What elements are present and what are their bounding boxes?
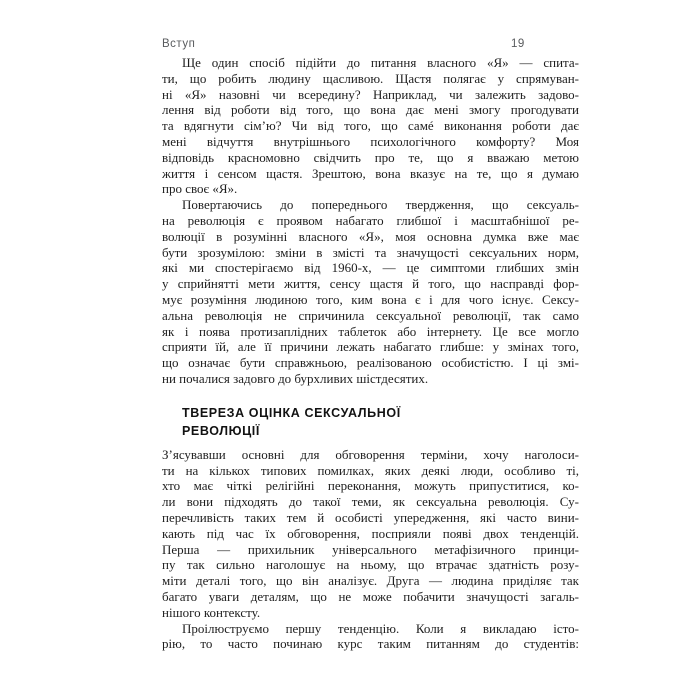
text-line: лення від роботи від того, що вона дає мені змогу прогодувати [162, 102, 579, 118]
text-line: мені відчуття внутрішнього психологічного комфорту? Моя [162, 133, 579, 149]
section-heading-line: РЕВОЛЮЦІЇ [182, 423, 260, 438]
text-line: та вдягнути сім’ю? Чи від того, що самé виконання роботи дає [162, 118, 579, 134]
text-line: як і поява протизаплідних таблеток або інтернету. Це все могло [162, 323, 579, 339]
text-line: про своє «Я». [162, 181, 238, 197]
paragraph [162, 447, 579, 621]
section-heading-line: ТВЕРЕЗА ОЦІНКА СЕКСУАЛЬНОЇ [182, 405, 401, 420]
text-line: багато уваги деталям, що не може побачити значущості загаль- [162, 588, 579, 604]
text-line: міти деталі того, що він аналізує. Друга — людина приділяє так [162, 573, 579, 589]
text-line: З’ясувавши основні для обговорення терміни, хочу наголоси- [162, 446, 579, 462]
text-line: перечливість таких тем й особисті упередження, які часто вини- [162, 509, 579, 525]
text-line: Ще один спосіб підійти до питання власного «Я» — спита- [182, 55, 579, 70]
text-line: ти, що робить людину щасливою. Щастя полягає у спрямуван- [162, 70, 579, 86]
text-line: мує розуміння людиною того, ким вона є і для чого існує. Сексу- [162, 291, 579, 307]
text-line: хто має чіткі релігійні переконання, можуть припуститися, ко- [162, 478, 579, 494]
text-line: Проілюструємо першу тенденцію. Коли я викладаю істо- [182, 620, 579, 636]
paragraph [162, 621, 579, 653]
text-line: ни почалися задовго до бурхливих шістдесятих. [162, 370, 429, 386]
text-line: Перша — прихильник універсального метафізичного принци- [162, 541, 579, 557]
text-line: рію, то часто починаю курс таким питанням до студентів: [162, 636, 579, 652]
text-line: нішого контексту. [162, 604, 261, 620]
section-heading [182, 404, 579, 440]
text-line: відповідь красномовно свідчить про те, що я вважаю метою [162, 149, 579, 165]
text-line: ти на кількох типових помилках, яких деякі люди, особливо ті, [162, 462, 579, 478]
text-line: що означає бути справжньою, реалізованою особистістю. І ці змі- [162, 355, 579, 371]
text-line: які ми спостерігаємо від 1960-х, — це симптоми глибших змін [162, 260, 579, 276]
text-line: у сприйнятті мети життя, сенсу щастя й того, що насправді фор- [162, 276, 579, 292]
text-line: волюції в розумінні власного «Я», моя основна думка вже має [162, 228, 579, 244]
text-column [162, 55, 579, 652]
paragraph [162, 197, 579, 387]
text-line: альна революція не спричинила сексуальної революції, так само [162, 307, 579, 323]
running-title: Вступ [162, 38, 196, 50]
text-line: сприяти їй, але її причини лежать набагато глибше: у змінах того, [162, 339, 579, 355]
text-line: ли вони підходять до такої теми, як сексуальна революція. Су- [162, 494, 579, 510]
text-line: пу так сильно наголошує на ньому, що втрачає здатність розу- [162, 557, 579, 573]
text-line: на революція є проявом набагато глибшої і масштабнішої ре- [162, 212, 579, 228]
page-number: 19 [511, 38, 525, 50]
text-line: бути зрозумілою: зміни в змісті та значущості сексуальних норм, [162, 244, 579, 260]
text-line: ні «Я» назовні чи всередину? Наприклад, чи залежить задово- [162, 86, 579, 102]
text-line: Повертаючись до попереднього твердження, що сексуаль- [182, 197, 579, 213]
paragraph [162, 55, 579, 197]
text-line: кають під час їх обговорення, посприяли появі двох тенденцій. [162, 525, 579, 541]
text-line: життя і сенсом щастя. Зрештою, вона вказує на те, що я думаю [162, 165, 579, 181]
